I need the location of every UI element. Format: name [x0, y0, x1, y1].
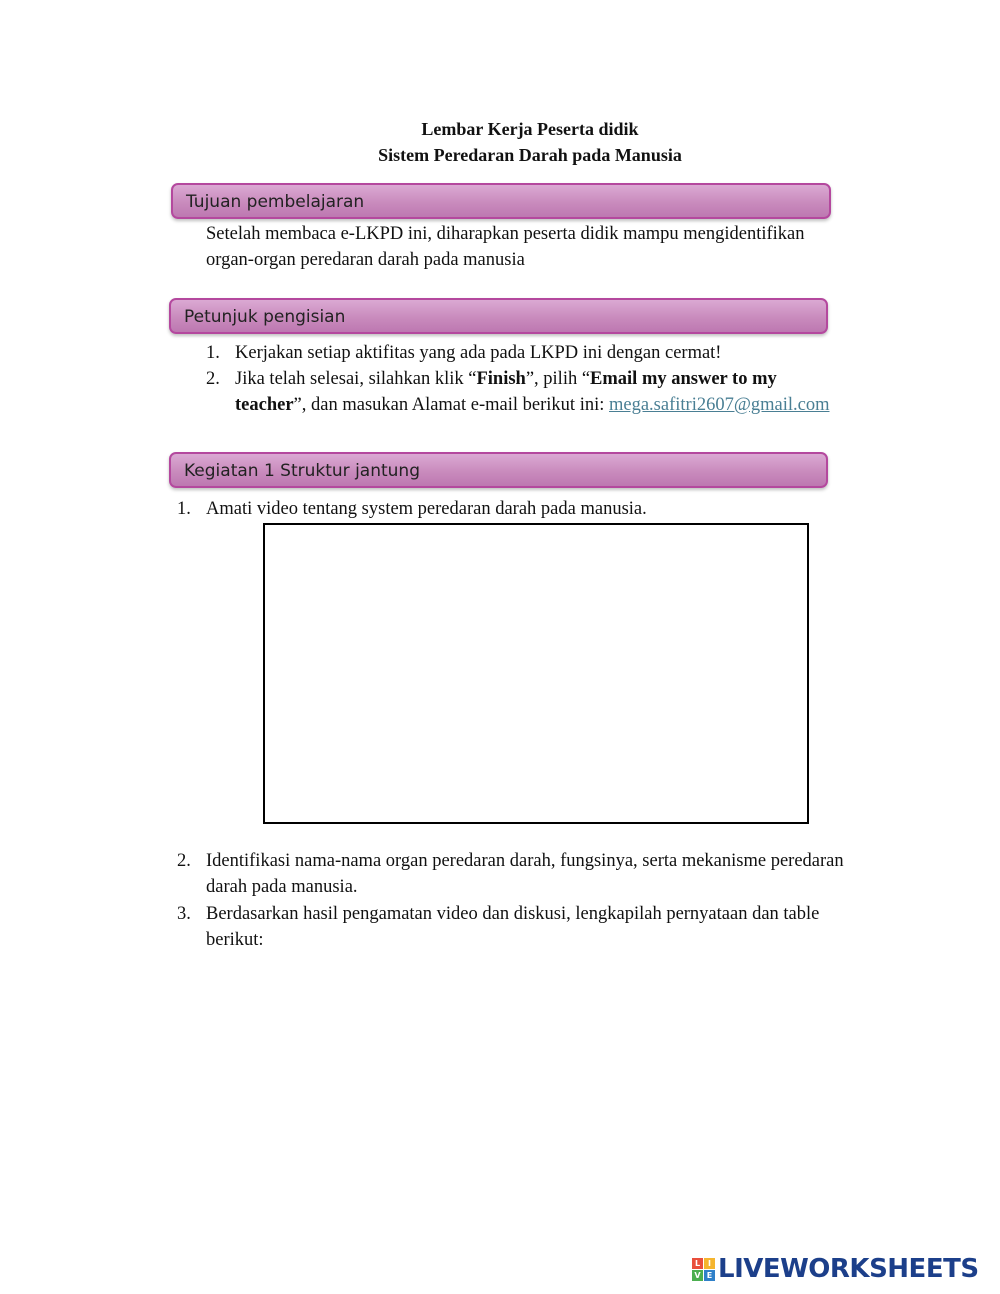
kegiatan-item-2-line-2: darah pada manusia.	[206, 877, 358, 897]
kegiatan-item-2-number: 2.	[177, 851, 191, 871]
petunjuk-item-1-number: 1.	[206, 343, 220, 363]
petunjuk-text-part: ”, dan masukan Alamat e-mail berikut ini:	[293, 395, 609, 415]
petunjuk-item-2-text	[235, 366, 885, 418]
liveworksheets-logo-text: LIVEWORKSHEETS	[718, 1254, 979, 1284]
banner-tujuan-pembelajaran	[171, 183, 831, 219]
tujuan-text	[206, 221, 906, 273]
logo-letter-i: I	[704, 1258, 715, 1269]
title-line-2: Sistem Peredaran Darah pada Manusia	[378, 145, 682, 165]
banner-kegiatan-1	[169, 452, 828, 488]
logo-letter-v: V	[692, 1270, 703, 1281]
email-my-answer-label: Email my answer to my	[590, 369, 777, 389]
teacher-label: teacher	[235, 395, 294, 415]
kegiatan-item-3-line-1: Berdasarkan hasil pengamatan video dan diskusi, lengkapilah pernyataan dan table	[206, 904, 820, 924]
liveworksheets-logo[interactable]	[692, 1254, 979, 1284]
kegiatan-item-2-line-1: Identifikasi nama-nama organ peredaran darah, fungsinya, serta mekanisme peredaran	[206, 851, 844, 871]
tujuan-text-line-1: Setelah membaca e-LKPD ini, diharapkan peserta didik mampu mengidentifikan	[206, 224, 805, 244]
kegiatan-item-1-number: 1.	[177, 499, 191, 519]
banner-petunjuk-label: Petunjuk pengisian	[184, 307, 346, 327]
banner-petunjuk-pengisian	[169, 298, 828, 334]
petunjuk-item-1-text: Kerjakan setiap aktifitas yang ada pada LKPD ini dengan cermat!	[235, 343, 722, 363]
kegiatan-item-3-number: 3.	[177, 904, 191, 924]
petunjuk-item-2-line-1	[235, 366, 885, 392]
liveworksheets-logo-icon	[692, 1258, 715, 1281]
tujuan-text-line-2: organ-organ peredaran darah pada manusia	[206, 250, 525, 270]
title-line-1: Lembar Kerja Peserta didik	[421, 119, 639, 139]
logo-letter-l: L	[692, 1258, 703, 1269]
teacher-email-link[interactable]: mega.safitri2607@gmail.com	[609, 395, 830, 415]
banner-tujuan-label: Tujuan pembelajaran	[186, 192, 365, 212]
finish-label: Finish	[476, 369, 526, 389]
banner-kegiatan-label: Kegiatan 1 Struktur jantung	[184, 461, 420, 481]
kegiatan-item-1-text: Amati video tentang system peredaran darah pada manusia.	[206, 499, 647, 519]
logo-letter-e: E	[704, 1270, 715, 1281]
kegiatan-item-3-line-2: berikut:	[206, 930, 264, 950]
petunjuk-text-part: ”, pilih “	[525, 369, 591, 389]
petunjuk-item-2-line-2	[235, 392, 885, 418]
petunjuk-text-part: Jika telah selesai, silahkan klik “	[235, 369, 477, 389]
kegiatan-item-3-text	[206, 901, 906, 953]
document-title	[0, 116, 1000, 168]
petunjuk-item-2-number: 2.	[206, 369, 220, 389]
video-placeholder[interactable]	[263, 523, 809, 824]
kegiatan-item-2-text	[206, 848, 906, 900]
